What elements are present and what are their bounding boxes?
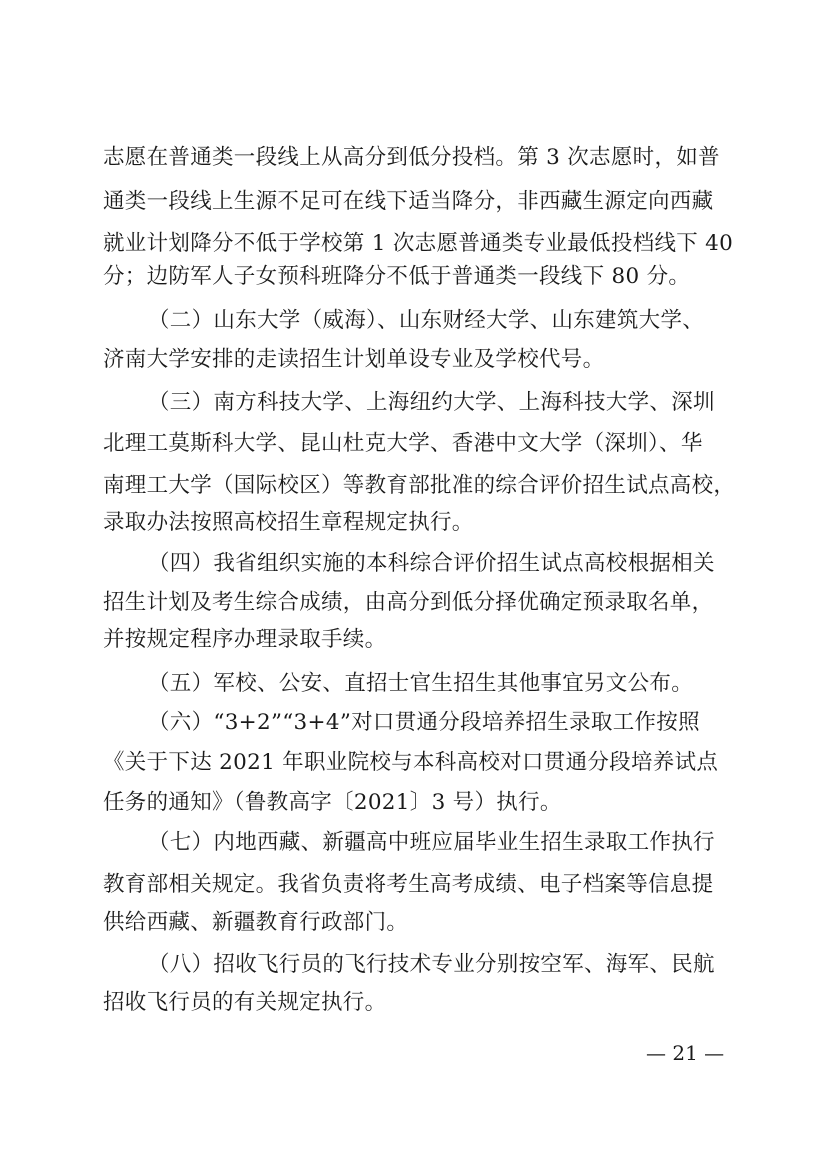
text-line: 教育部相关规定。我省负责将考生高考成绩、电子档案等信息提 bbox=[103, 872, 714, 897]
paragraph-heading-7: （七）内地西藏、新疆高中班应届毕业生招生录取工作执行 bbox=[148, 830, 715, 855]
page-number: — 21 — bbox=[646, 1041, 725, 1065]
text-line: 供给西藏、新疆教育行政部门。 bbox=[103, 910, 409, 935]
text-line: 北理工莫斯科大学、昆山杜克大学、香港中文大学（深圳）、华 bbox=[103, 431, 703, 456]
text-line: 《关于下达 2021 年职业院校与本科高校对口贯通分段培养试点 bbox=[103, 750, 719, 775]
text-line: 分；边防军人子女预科班降分不低于普通类一段线下 80 分。 bbox=[103, 264, 691, 289]
paragraph-heading-5: （五）军校、公安、直招士官生招生其他事宜另文公布。 bbox=[148, 671, 694, 696]
text-line: 任务的通知》（鲁教高字〔2021〕3 号）执行。 bbox=[103, 790, 562, 815]
paragraph-heading-6: （六）“3+2”“3+4”对口贯通分段培养招生录取工作按照 bbox=[148, 710, 700, 735]
text-line: 志愿在普通类一段线上从高分到低分投档。第 3 次志愿时，如普 bbox=[103, 145, 720, 170]
paragraph-heading-4: （四）我省组织实施的本科综合评价招生试点高校根据相关 bbox=[148, 551, 715, 576]
paragraph-heading-2: （二）山东大学（威海）、山东财经大学、山东建筑大学、 bbox=[148, 308, 705, 333]
text-line: 南理工大学（国际校区）等教育部批准的综合评价招生试点高校， bbox=[103, 473, 736, 498]
text-line: 录取办法按照高校招生章程规定执行。 bbox=[103, 510, 474, 535]
text-line: 济南大学安排的走读招生计划单设专业及学校代号。 bbox=[103, 347, 605, 372]
paragraph-heading-3: （三）南方科技大学、上海纽约大学、上海科技大学、深圳 bbox=[148, 390, 715, 415]
text-line: 招收飞行员的有关规定执行。 bbox=[103, 990, 387, 1015]
text-line: 就业计划降分不低于学校第 1 次志愿普通类专业最低投档线下 40 bbox=[103, 231, 734, 256]
paragraph-heading-8: （八）招收飞行员的飞行技术专业分别按空军、海军、民航 bbox=[148, 952, 715, 977]
text-line: 招生计划及考生综合成绩，由高分到低分择优确定预录取名单， bbox=[103, 590, 714, 615]
text-line: 通类一段线上生源不足可在线下适当降分，非西藏生源定向西藏 bbox=[103, 189, 714, 214]
text-line: 并按规定程序办理录取手续。 bbox=[103, 627, 387, 652]
